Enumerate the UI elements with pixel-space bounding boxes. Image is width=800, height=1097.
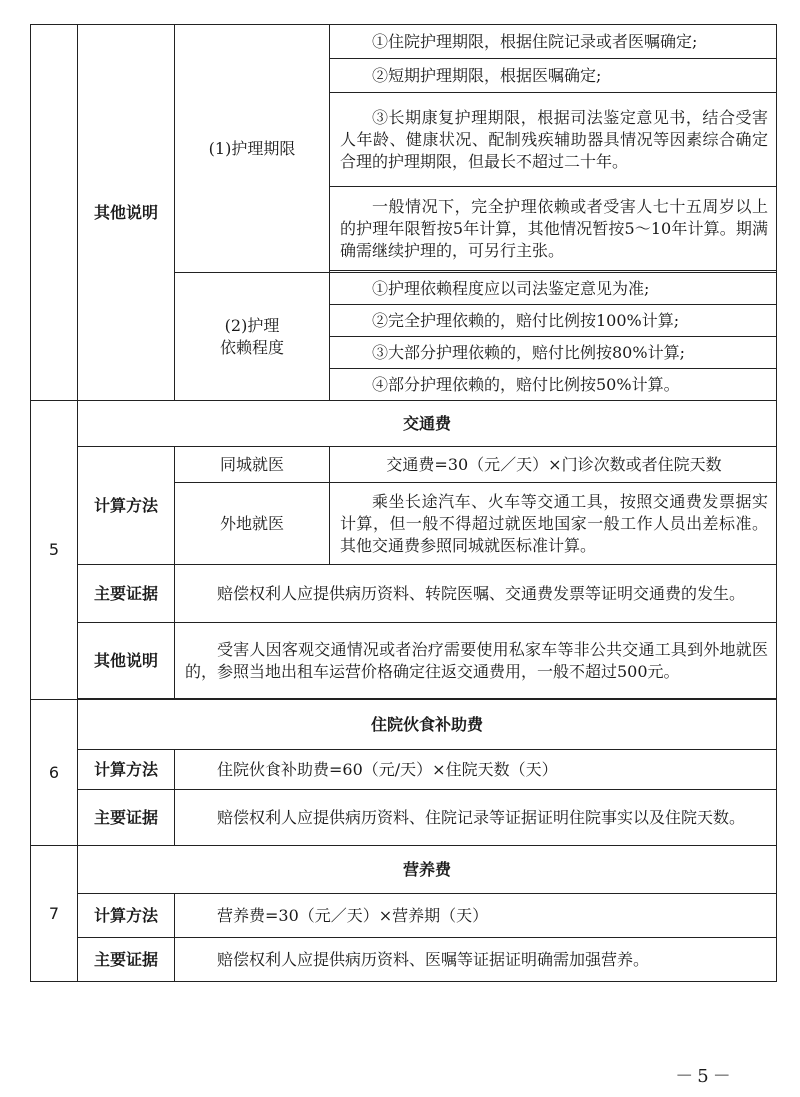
- continued-number-cell: [31, 25, 78, 401]
- dependency-item-1: ①护理依赖程度应以司法鉴定意见为准;: [330, 273, 777, 305]
- dependency-label-line1: (2)护理: [224, 315, 280, 335]
- section-7-calc-text: 营养费=30（元／天）×营养期（天）: [175, 894, 777, 938]
- dependency-item-4: ④部分护理依赖的，赔付比例按50%计算。: [330, 369, 777, 401]
- section-6-title: 住院伙食补助费: [78, 700, 777, 750]
- other-city-text: 乘坐长途汽车、火车等交通工具，按照交通费发票据实计算，但一般不得超过就医地国家一般工作人员出差标准。其他交通费参照同城就医标准计算。: [330, 483, 777, 565]
- care-period-general-note: 一般情况下，完全护理依赖或者受害人七十五周岁以上的护理年限暂按5年计算，其他情况暂按5～10年计算。期满确需继续护理的，可另行主张。: [330, 187, 777, 271]
- page-number: －5－: [675, 1066, 735, 1087]
- section-6-evidence-text: 赔偿权利人应提供病历资料、住院记录等证据证明住院事实以及住院天数。: [175, 790, 777, 846]
- section-5-calc-label: 计算方法: [78, 447, 175, 565]
- section-7-evidence-text: 赔偿权利人应提供病历资料、医嘱等证据证明确需加强营养。: [175, 938, 777, 982]
- dependency-item-2: ②完全护理依赖的，赔付比例按100%计算;: [330, 305, 777, 337]
- section-5-notes-text: 受害人因客观交通情况或者治疗需要使用私家车等非公共交通工具到外地就医的，参照当地出租车运营价格确定往返交通费用，一般不超过500元。: [175, 623, 777, 699]
- dependency-item-3: ③大部分护理依赖的，赔付比例按80%计算;: [330, 337, 777, 369]
- section-6-calc-label: 计算方法: [78, 750, 175, 790]
- section-7-calc-label: 计算方法: [78, 894, 175, 938]
- section-7-evidence-label: 主要证据: [78, 938, 175, 982]
- section-6-calc-text: 住院伙食补助费=60（元/天）×住院天数（天）: [175, 750, 777, 790]
- dependency-label-line2: 依赖程度: [219, 337, 284, 357]
- section-5-number: 5: [31, 401, 78, 700]
- section-5-notes-label: 其他说明: [78, 623, 175, 699]
- care-period-item-3: ③长期康复护理期限，根据司法鉴定意见书，结合受害人年龄、健康状况、配制残疾辅助器具情况等因素综合确定合理的护理期限，但最长不超过二十年。: [330, 93, 777, 187]
- dependency-label: [175, 273, 330, 401]
- section-5-evidence-label: 主要证据: [78, 565, 175, 623]
- same-city-label: 同城就医: [175, 447, 330, 483]
- same-city-formula: 交通费=30（元／天）×门诊次数或者住院天数: [330, 447, 777, 483]
- section-5-title: 交通费: [78, 401, 777, 447]
- section-7-title: 营养费: [78, 846, 777, 894]
- section-7-number: 7: [31, 846, 78, 982]
- care-period-item-2: ②短期护理期限，根据医嘱确定;: [330, 59, 777, 93]
- section-6-number: 6: [31, 700, 78, 846]
- other-city-label: 外地就医: [175, 483, 330, 565]
- care-period-label: (1)护理期限: [175, 25, 330, 273]
- compensation-standards-table: [30, 24, 777, 982]
- section-6-evidence-label: 主要证据: [78, 790, 175, 846]
- section-5-evidence-text: 赔偿权利人应提供病历资料、转院医嘱、交通费发票等证明交通费的发生。: [175, 565, 777, 623]
- other-notes-label: 其他说明: [78, 25, 175, 401]
- care-period-item-1: ①住院护理期限，根据住院记录或者医嘱确定;: [330, 25, 777, 59]
